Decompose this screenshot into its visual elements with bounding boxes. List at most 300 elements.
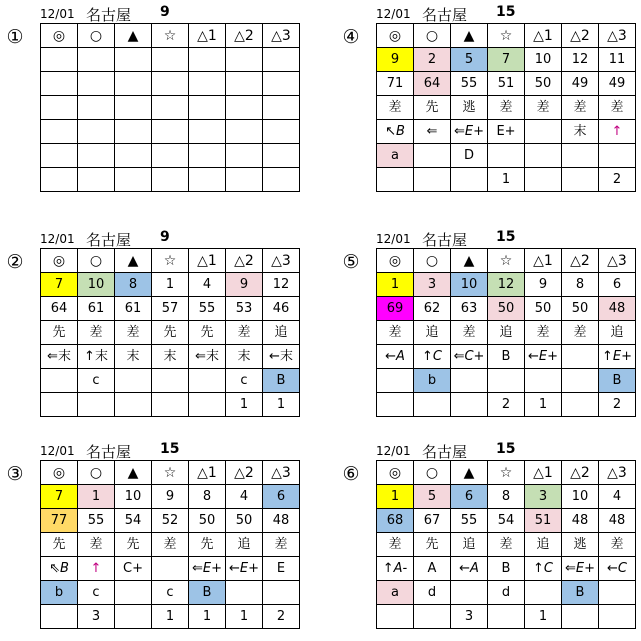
table-cell [226, 120, 263, 144]
table-cell: a [377, 144, 414, 168]
header-row [41, 461, 300, 485]
table-cell: c [78, 369, 115, 393]
table-cell: ↑C [414, 345, 451, 369]
table-cell: 6 [263, 485, 300, 509]
table-cell: 10 [525, 48, 562, 72]
table-cell [414, 144, 451, 168]
panel-date: 12/01 [376, 7, 411, 21]
panel-date: 12/01 [40, 7, 75, 21]
panel-race-number: 15 [496, 441, 516, 457]
column-header: △2 [562, 461, 599, 485]
column-header: ◎ [41, 461, 78, 485]
table-cell: 51 [488, 72, 525, 96]
table-row [377, 509, 636, 533]
table-cell [451, 168, 488, 192]
table-cell: ←C [599, 557, 636, 581]
table-cell [115, 48, 152, 72]
prediction-grid [40, 23, 300, 192]
table-cell: 7 [41, 273, 78, 297]
table-cell [41, 72, 78, 96]
table-cell: 逃 [451, 96, 488, 120]
table-cell: ⇐ [414, 120, 451, 144]
column-header: △3 [263, 461, 300, 485]
table-cell: 50 [525, 72, 562, 96]
table-row [41, 321, 300, 345]
table-cell: 8 [189, 485, 226, 509]
column-header: ☆ [488, 249, 525, 273]
table-cell: 1 [525, 605, 562, 629]
panel-venue: 名古屋 [86, 443, 132, 461]
table-cell: 12 [562, 48, 599, 72]
table-row [377, 485, 636, 509]
column-header: ▲ [115, 249, 152, 273]
column-header: △2 [226, 24, 263, 48]
table-cell: 2 [414, 48, 451, 72]
column-header: ◎ [377, 249, 414, 273]
table-cell: 71 [377, 72, 414, 96]
table-cell: 1 [377, 273, 414, 297]
table-row [41, 72, 300, 96]
table-cell: 先 [414, 533, 451, 557]
table-cell: ↑E+ [599, 345, 636, 369]
column-header: △1 [525, 249, 562, 273]
table-cell: 追 [599, 321, 636, 345]
table-cell: 77 [41, 509, 78, 533]
table-cell: 差 [78, 321, 115, 345]
table-cell [263, 72, 300, 96]
table-cell: 追 [263, 321, 300, 345]
table-cell: C+ [115, 557, 152, 581]
table-row [377, 273, 636, 297]
table-cell: 末 [226, 345, 263, 369]
panel-6 [342, 441, 641, 641]
table-cell [152, 557, 189, 581]
header-row [377, 24, 636, 48]
table-cell: 末 [152, 345, 189, 369]
table-cell: ⇐E+ [562, 557, 599, 581]
table-cell: 62 [414, 297, 451, 321]
table-cell: 50 [189, 509, 226, 533]
column-header: ▲ [115, 461, 152, 485]
table-cell: ←A [451, 557, 488, 581]
table-cell: 1 [263, 393, 300, 417]
table-cell: 8 [488, 485, 525, 509]
header-row [377, 249, 636, 273]
table-row [41, 297, 300, 321]
table-row [377, 345, 636, 369]
table-cell: 2 [488, 393, 525, 417]
table-row [41, 168, 300, 192]
table-cell: b [41, 581, 78, 605]
table-cell: d [488, 581, 525, 605]
panel-number: ② [6, 251, 24, 273]
panel-3 [6, 441, 340, 641]
table-cell: 逃 [562, 533, 599, 557]
table-cell: 48 [562, 509, 599, 533]
column-header: ☆ [152, 24, 189, 48]
column-header: ☆ [152, 461, 189, 485]
table-cell [41, 393, 78, 417]
table-cell: 差 [377, 96, 414, 120]
table-cell [562, 393, 599, 417]
panel-venue: 名古屋 [422, 6, 468, 24]
panel-number: ⑤ [342, 251, 360, 273]
table-cell: 12 [488, 273, 525, 297]
table-cell: 差 [152, 533, 189, 557]
table-cell: 7 [41, 485, 78, 509]
table-cell [115, 120, 152, 144]
table-cell [263, 581, 300, 605]
column-header: ☆ [488, 24, 525, 48]
table-cell: 10 [562, 485, 599, 509]
table-cell: 52 [152, 509, 189, 533]
table-cell: 3 [525, 485, 562, 509]
table-cell: 50 [488, 297, 525, 321]
table-cell: 57 [152, 297, 189, 321]
column-header: ○ [78, 24, 115, 48]
panel-date: 12/01 [40, 444, 75, 458]
table-cell: 69 [377, 297, 414, 321]
table-cell [377, 168, 414, 192]
table-cell [41, 369, 78, 393]
table-row [377, 48, 636, 72]
table-cell [189, 168, 226, 192]
table-cell: 3 [414, 273, 451, 297]
column-header: ▲ [451, 24, 488, 48]
table-cell: 先 [41, 321, 78, 345]
panel-race-number: 15 [496, 4, 516, 20]
table-cell: 1 [525, 393, 562, 417]
column-header: ◎ [41, 249, 78, 273]
table-cell [226, 48, 263, 72]
table-cell: 2 [599, 393, 636, 417]
table-cell [599, 144, 636, 168]
panel-number: ① [6, 26, 24, 48]
table-cell: 1 [152, 273, 189, 297]
table-cell [414, 393, 451, 417]
table-cell [414, 168, 451, 192]
table-cell: 9 [226, 273, 263, 297]
table-cell [189, 393, 226, 417]
table-cell: ⇐E+ [189, 557, 226, 581]
table-cell [41, 605, 78, 629]
table-cell [115, 605, 152, 629]
table-cell: ⇐C+ [451, 345, 488, 369]
table-cell [525, 369, 562, 393]
table-cell [525, 120, 562, 144]
panel-4 [342, 4, 641, 204]
table-cell: 67 [414, 509, 451, 533]
panel-number: ③ [6, 463, 24, 485]
table-cell [226, 72, 263, 96]
table-cell: ←E+ [226, 557, 263, 581]
table-cell: B [263, 369, 300, 393]
header-row [41, 24, 300, 48]
table-row [377, 72, 636, 96]
column-header: △1 [189, 461, 226, 485]
table-cell [451, 393, 488, 417]
table-row [41, 509, 300, 533]
table-row [377, 96, 636, 120]
table-cell [226, 144, 263, 168]
table-cell: 61 [78, 297, 115, 321]
table-cell: ←E+ [525, 345, 562, 369]
table-cell: 差 [525, 321, 562, 345]
table-row [41, 369, 300, 393]
table-cell: 49 [599, 72, 636, 96]
table-cell: 50 [525, 297, 562, 321]
table-cell: 先 [189, 321, 226, 345]
table-cell: 61 [115, 297, 152, 321]
column-header: △2 [562, 249, 599, 273]
table-cell: 64 [41, 297, 78, 321]
table-cell: 55 [451, 509, 488, 533]
panel-race-number: 15 [496, 229, 516, 245]
prediction-grid [40, 460, 300, 629]
column-header: ◎ [377, 24, 414, 48]
table-cell [152, 120, 189, 144]
table-cell: a [377, 581, 414, 605]
table-cell: ↖B [377, 120, 414, 144]
table-cell: 追 [226, 533, 263, 557]
table-row [377, 533, 636, 557]
table-cell: 差 [599, 533, 636, 557]
table-row [41, 581, 300, 605]
table-cell [78, 168, 115, 192]
table-cell: 1 [226, 605, 263, 629]
panel-number: ④ [342, 26, 360, 48]
column-header: △3 [263, 249, 300, 273]
table-cell: 4 [599, 485, 636, 509]
table-cell: E [263, 557, 300, 581]
table-row [41, 345, 300, 369]
table-cell [41, 120, 78, 144]
panel-venue: 名古屋 [422, 231, 468, 249]
table-cell [189, 120, 226, 144]
column-header: △2 [226, 461, 263, 485]
column-header: △3 [599, 249, 636, 273]
table-row [41, 144, 300, 168]
table-cell: 12 [263, 273, 300, 297]
table-cell [226, 581, 263, 605]
table-cell: ⇖B [41, 557, 78, 581]
table-cell: 53 [226, 297, 263, 321]
table-cell: 追 [451, 533, 488, 557]
prediction-grid [40, 248, 300, 417]
prediction-grid [376, 460, 636, 629]
table-cell [562, 168, 599, 192]
table-cell: 6 [599, 273, 636, 297]
table-cell [115, 168, 152, 192]
table-cell: 8 [115, 273, 152, 297]
panel-race-number: 9 [160, 4, 170, 20]
table-cell [41, 48, 78, 72]
table-cell: 差 [263, 533, 300, 557]
table-cell: 3 [78, 605, 115, 629]
column-header: △3 [599, 24, 636, 48]
table-row [41, 533, 300, 557]
prediction-grid [376, 23, 636, 192]
table-row [41, 557, 300, 581]
table-row [377, 557, 636, 581]
table-cell: 9 [525, 273, 562, 297]
table-cell: 追 [525, 533, 562, 557]
column-header: ○ [414, 461, 451, 485]
table-cell [152, 168, 189, 192]
table-cell: ←A [377, 345, 414, 369]
table-cell: 末 [562, 120, 599, 144]
column-header: △1 [525, 461, 562, 485]
table-cell: 差 [377, 533, 414, 557]
table-cell [599, 605, 636, 629]
table-cell: ↑C [525, 557, 562, 581]
table-cell [152, 369, 189, 393]
table-cell: 49 [562, 72, 599, 96]
table-cell: ⇐末 [189, 345, 226, 369]
table-cell: 48 [599, 509, 636, 533]
table-cell [152, 96, 189, 120]
table-cell: 10 [451, 273, 488, 297]
table-cell: c [152, 581, 189, 605]
table-cell: 差 [78, 533, 115, 557]
table-cell [152, 72, 189, 96]
table-cell [41, 96, 78, 120]
column-header: △2 [562, 24, 599, 48]
column-header: △3 [263, 24, 300, 48]
table-cell [488, 369, 525, 393]
panel-venue: 名古屋 [86, 231, 132, 249]
column-header: △3 [599, 461, 636, 485]
panel-race-number: 9 [160, 229, 170, 245]
panel-venue: 名古屋 [422, 443, 468, 461]
table-cell: 差 [562, 321, 599, 345]
table-row [41, 605, 300, 629]
table-cell: A [414, 557, 451, 581]
table-cell: 54 [115, 509, 152, 533]
table-cell [78, 72, 115, 96]
table-cell [562, 369, 599, 393]
table-cell: 64 [414, 72, 451, 96]
table-cell: B [189, 581, 226, 605]
table-cell: 差 [226, 321, 263, 345]
table-cell [115, 581, 152, 605]
table-cell [377, 369, 414, 393]
table-cell: ↑ [599, 120, 636, 144]
column-header: ▲ [451, 461, 488, 485]
table-cell: 差 [562, 96, 599, 120]
table-cell: 1 [152, 605, 189, 629]
column-header: ▲ [115, 24, 152, 48]
table-cell: 先 [414, 96, 451, 120]
table-cell [78, 48, 115, 72]
header-row [41, 249, 300, 273]
table-cell: 48 [263, 509, 300, 533]
column-header: ▲ [451, 249, 488, 273]
table-cell [152, 393, 189, 417]
table-cell [189, 369, 226, 393]
table-cell [263, 48, 300, 72]
table-cell [488, 605, 525, 629]
table-cell [78, 120, 115, 144]
table-cell [189, 96, 226, 120]
column-header: ◎ [377, 461, 414, 485]
table-cell: ↑ [78, 557, 115, 581]
table-cell: 先 [115, 533, 152, 557]
table-cell [41, 168, 78, 192]
table-cell: D [451, 144, 488, 168]
table-cell: 10 [78, 273, 115, 297]
table-cell [562, 144, 599, 168]
table-cell [115, 369, 152, 393]
table-cell: B [562, 581, 599, 605]
table-cell: 3 [451, 605, 488, 629]
table-cell: d [414, 581, 451, 605]
table-cell: B [488, 345, 525, 369]
column-header: △1 [189, 249, 226, 273]
table-cell: 4 [189, 273, 226, 297]
panel-5 [342, 229, 641, 429]
table-cell: 10 [115, 485, 152, 509]
table-cell [377, 605, 414, 629]
table-cell: 1 [226, 393, 263, 417]
table-cell [377, 393, 414, 417]
table-cell: 先 [41, 533, 78, 557]
table-cell: 差 [377, 321, 414, 345]
table-cell [263, 120, 300, 144]
table-row [377, 168, 636, 192]
column-header: ○ [414, 24, 451, 48]
column-header: △1 [189, 24, 226, 48]
table-cell: 55 [451, 72, 488, 96]
table-row [377, 144, 636, 168]
table-cell: 1 [377, 485, 414, 509]
table-row [377, 120, 636, 144]
column-header: ☆ [488, 461, 525, 485]
table-cell [525, 168, 562, 192]
table-cell: ↑A- [377, 557, 414, 581]
table-cell [451, 369, 488, 393]
panel-date: 12/01 [40, 232, 75, 246]
table-cell [152, 144, 189, 168]
table-cell [226, 168, 263, 192]
table-cell: 5 [451, 48, 488, 72]
table-cell: 9 [152, 485, 189, 509]
table-cell [189, 72, 226, 96]
table-cell: B [488, 557, 525, 581]
table-cell: c [226, 369, 263, 393]
table-cell [525, 144, 562, 168]
table-cell: 46 [263, 297, 300, 321]
table-cell: 7 [488, 48, 525, 72]
table-cell: 63 [451, 297, 488, 321]
table-cell [414, 605, 451, 629]
table-cell [488, 144, 525, 168]
table-cell: 4 [226, 485, 263, 509]
table-row [41, 48, 300, 72]
table-cell: ↑末 [78, 345, 115, 369]
table-cell [451, 581, 488, 605]
table-row [377, 605, 636, 629]
table-cell: 末 [115, 345, 152, 369]
table-cell [115, 96, 152, 120]
panel-date: 12/01 [376, 232, 411, 246]
table-cell [41, 144, 78, 168]
table-row [377, 321, 636, 345]
table-cell [562, 345, 599, 369]
column-header: ☆ [152, 249, 189, 273]
table-cell [115, 72, 152, 96]
table-cell: 差 [488, 533, 525, 557]
